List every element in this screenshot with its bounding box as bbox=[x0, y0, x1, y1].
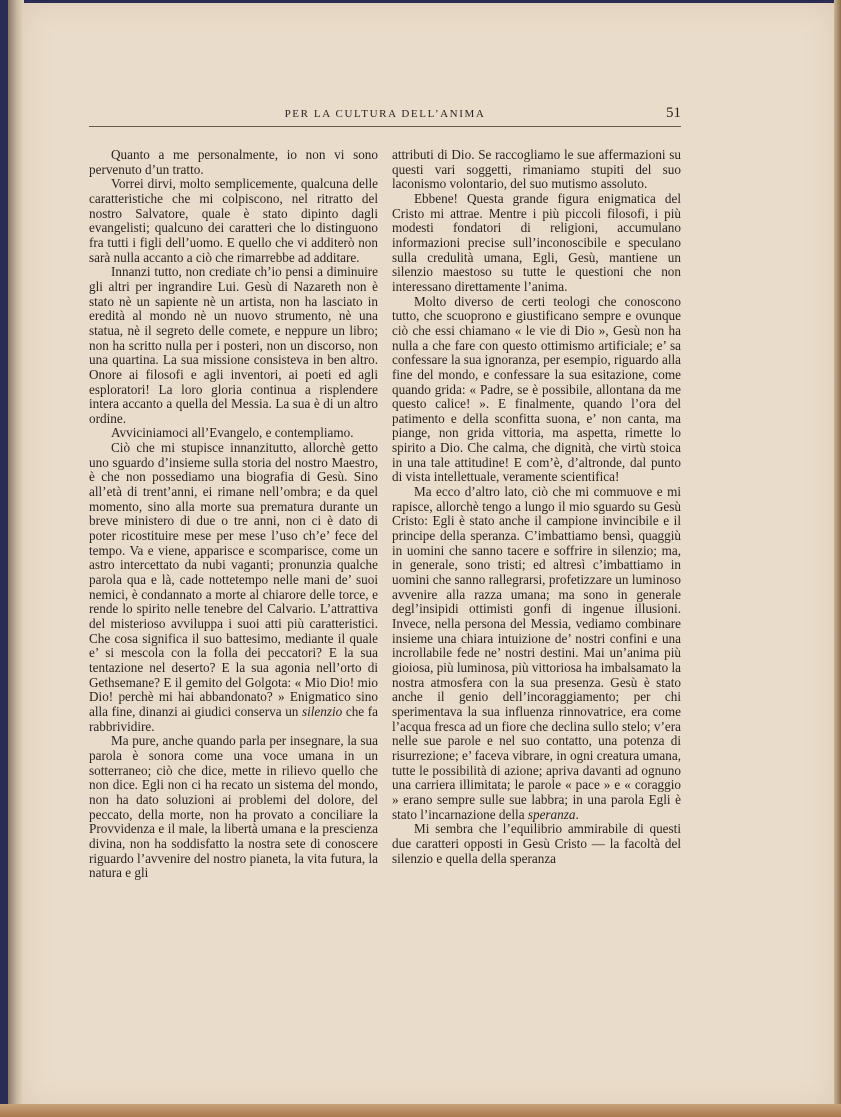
paragraph-text: Innanzi tutto, non crediate ch’io pensi a diminuire gli altri per ingrandire Lui. Gesù di Nazareth non è stato nè un sapiente nè un artista, non ha lasciato in eredità al mondo nè un nuovo strumento, nè una statua, nè il segreto delle comete, e neppure un libro; non ha scritto nulla per i posteri, non un discorso, non una quartina. La sua missione consisteva in ben altro. Onore ai filosofi e agli inventori, ai poeti ed agli esploratori! La loro gloria continua a risplendere intera accanto a quella del Messia. La sua è di un altro ordine. bbox=[89, 264, 378, 426]
paragraph-text: Avviciniamoci all’Evangelo, e contempliamo. bbox=[111, 425, 354, 441]
paragraph-text: Ma pure, anche quando parla per insegnare, la sua parola è sonora come una voce umana in un sotterraneo; ciò che dice, mette in rilievo quello che non dice. Egli non ci ha recato un sistema del mondo, non ha dato soluzioni ai problemi del dolore, del peccato, della morte, non ha provato a conciliare la Provvidenza e il male, la libertà umana e la prescienza divina, non ha soddisfatto la nostra sete di conoscere riguardo l’avvenire del nostro pianeta, la vita futura, la natura e gli bbox=[89, 733, 378, 881]
paragraph bbox=[392, 148, 681, 192]
paragraph bbox=[89, 265, 378, 426]
left-text-column bbox=[89, 148, 378, 881]
running-header bbox=[89, 105, 681, 127]
paragraph bbox=[89, 426, 378, 441]
paragraph-text: Quanto a me personalmente, io non vi sono pervenuto d’un tratto. bbox=[89, 147, 378, 177]
paragraph bbox=[392, 485, 681, 822]
paragraph-text: Vorrei dirvi, molto semplicemente, qualcuna delle caratteristiche che mi colpiscono, nel ritratto del nostro Salvatore, quale è stato dipinto dagli evangelisti; qualcuno dei caratteri che lo distinguono fra tutti i figli dell’uomo. E quello che vi additerò non sarà nulla accanto a ciò che rimarrebbe ad additare. bbox=[89, 176, 378, 265]
paragraph bbox=[392, 192, 681, 295]
page-edge-right bbox=[834, 0, 841, 1117]
paragraph-text: Mi sembra che l’equilibrio ammirabile di questi due caratteri opposti in Gesù Cristo — la facoltà del silenzio e quella della speranza bbox=[392, 821, 681, 866]
paragraph bbox=[89, 148, 378, 177]
paragraph-text: Ma ecco d’altro lato, ciò che mi commuove e mi rapisce, allorchè tengo a lungo il mio sguardo su Gesù Cristo: Egli è stato anche il campione invincibile e il principe della speranza. C’imbattiamo bensì, quaggiù in uomini che sanno tacere e soffrire in silenzio; ma, in generale, sono tristi; ed altresì c’imbattiamo in uomini che sanno rallegrarsi, profetizzare un luminoso avvenire alla razza umana; ma sono in generale degl’insipidi ottimisti gonfi di ingenue illusioni. Invece, nella persona del Messia, vediamo combinare insieme una chiara intuizione de’ nostri confini e una incrollabile fede ne’ nostri destini. Mai un’anima più gioiosa, più luminosa, più vittoriosa ha imbalsamato la nostra atmosfera con la sua presenza. Gesù è stato anche il genio dell’incoraggiamento; per chi sperimentava la sua influenza rinnovatrice, era come l’acqua fresca ad un fiore che declina sullo stelo; v’era nelle sue parole e nel suo contatto, una potenza di risurrezione; e’ faceva vibrare, in ogni creatura umana, tutte le possibilità di azione; apriva davanti ad ognuno una carriera illimitata; le parole « pace » e « coraggio » erano sempre sulle sue labbra; in una parola Egli è stato l’incarnazione della bbox=[392, 484, 681, 822]
page-number: 51 bbox=[666, 105, 681, 121]
paragraph bbox=[89, 441, 378, 734]
right-text-column bbox=[392, 148, 681, 866]
running-title: PER LA CULTURA DELL’ANIMA bbox=[284, 108, 486, 120]
paragraph bbox=[89, 177, 378, 265]
paragraph-text-after: . bbox=[575, 806, 579, 822]
paragraph bbox=[89, 734, 378, 881]
paragraph-text: Molto diverso de certi teologi che conoscono tutto, che scuoprono e giustificano sempre e ovunque ciò che essi chiamano « le vie di Dio », Gesù non ha nulla a che fare con questo ottimismo artificiale; e’ sa confessare la sua ignoranza, per esempio, riguardo alla fine del mondo, e confessare la sua esitazione, come quando grida: « Padre, se è possibile, allontana da me questo calice! ». E finalmente, quando l’ora del patimento e della sconfitta suona, e’ non canta, ma piange, non grida vittoria, ma aspetta, rimette lo spirito a Dio. Che calma, che dignità, che virtù stoica in una tale attitudine! E com’è, d’altronde, dal punto di vista intellettuale, veramente scientifica! bbox=[392, 293, 681, 485]
italic-word: silenzio bbox=[301, 703, 343, 719]
paragraph-text: Ebbene! Questa grande figura enigmatica del Cristo mi attrae. Mentre i più piccoli filosofi, i più modesti fondatori di religioni, accumulano informazioni precise sull’inconoscibile e speculano sulla credulità umana, Egli, Gesù, mantiene un silenzio maestoso su tutte le questioni che non interessano direttamente l’anima. bbox=[392, 190, 681, 294]
paragraph-text: attributi di Dio. Se raccogliamo le sue affermazioni su questi vari soggetti, rimaniamo stupiti del suo laconismo volontario, del suo mutismo assoluto. bbox=[392, 147, 681, 192]
paragraph-text: Ciò che mi stupisce innanzitutto, allorchè getto uno sguardo d’insieme sulla storia del nostro Maestro, è che non possediamo una biografia di Gesù. Sino all’età di trent’anni, ei rimane nell’ombra; e da quel momento, sino alla morte sua prematura durante un breve ministero di due o tre anni, non ci è dato di poter ricostituire mese per mese l’uso ch’e’ fece del tempo. Va e viene, apparisce e scomparisce, come un astro intercettato da nubi vaganti; pronunzia qualche parola qua e là, cade nottetempo nelle mani de’ suoi nemici, è condannato a morte al chiarore delle torce, e rende lo spirito nelle tenebre del Calvario. L’attrattiva del misterioso avviluppa i suoi atti più caratteristici. Che cosa significa il suo battesimo, mediante il quale e’ si mescola con la folla dei peccatori? E la sua tentazione nel deserto? E la sua agonia nell’orto di Gethsemane? E il gemito del Golgota: « Mio Dio! mio Dio! perchè mi hai abbandonato? » Enigmatico sino alla fine, dinanzi ai giudici conserva un bbox=[89, 440, 378, 719]
paragraph bbox=[392, 295, 681, 486]
paragraph-text-after: che fa rabbrividire. bbox=[89, 703, 378, 734]
page-edge-bottom bbox=[0, 1104, 841, 1117]
paragraph bbox=[392, 822, 681, 866]
italic-word: speranza bbox=[527, 806, 576, 822]
